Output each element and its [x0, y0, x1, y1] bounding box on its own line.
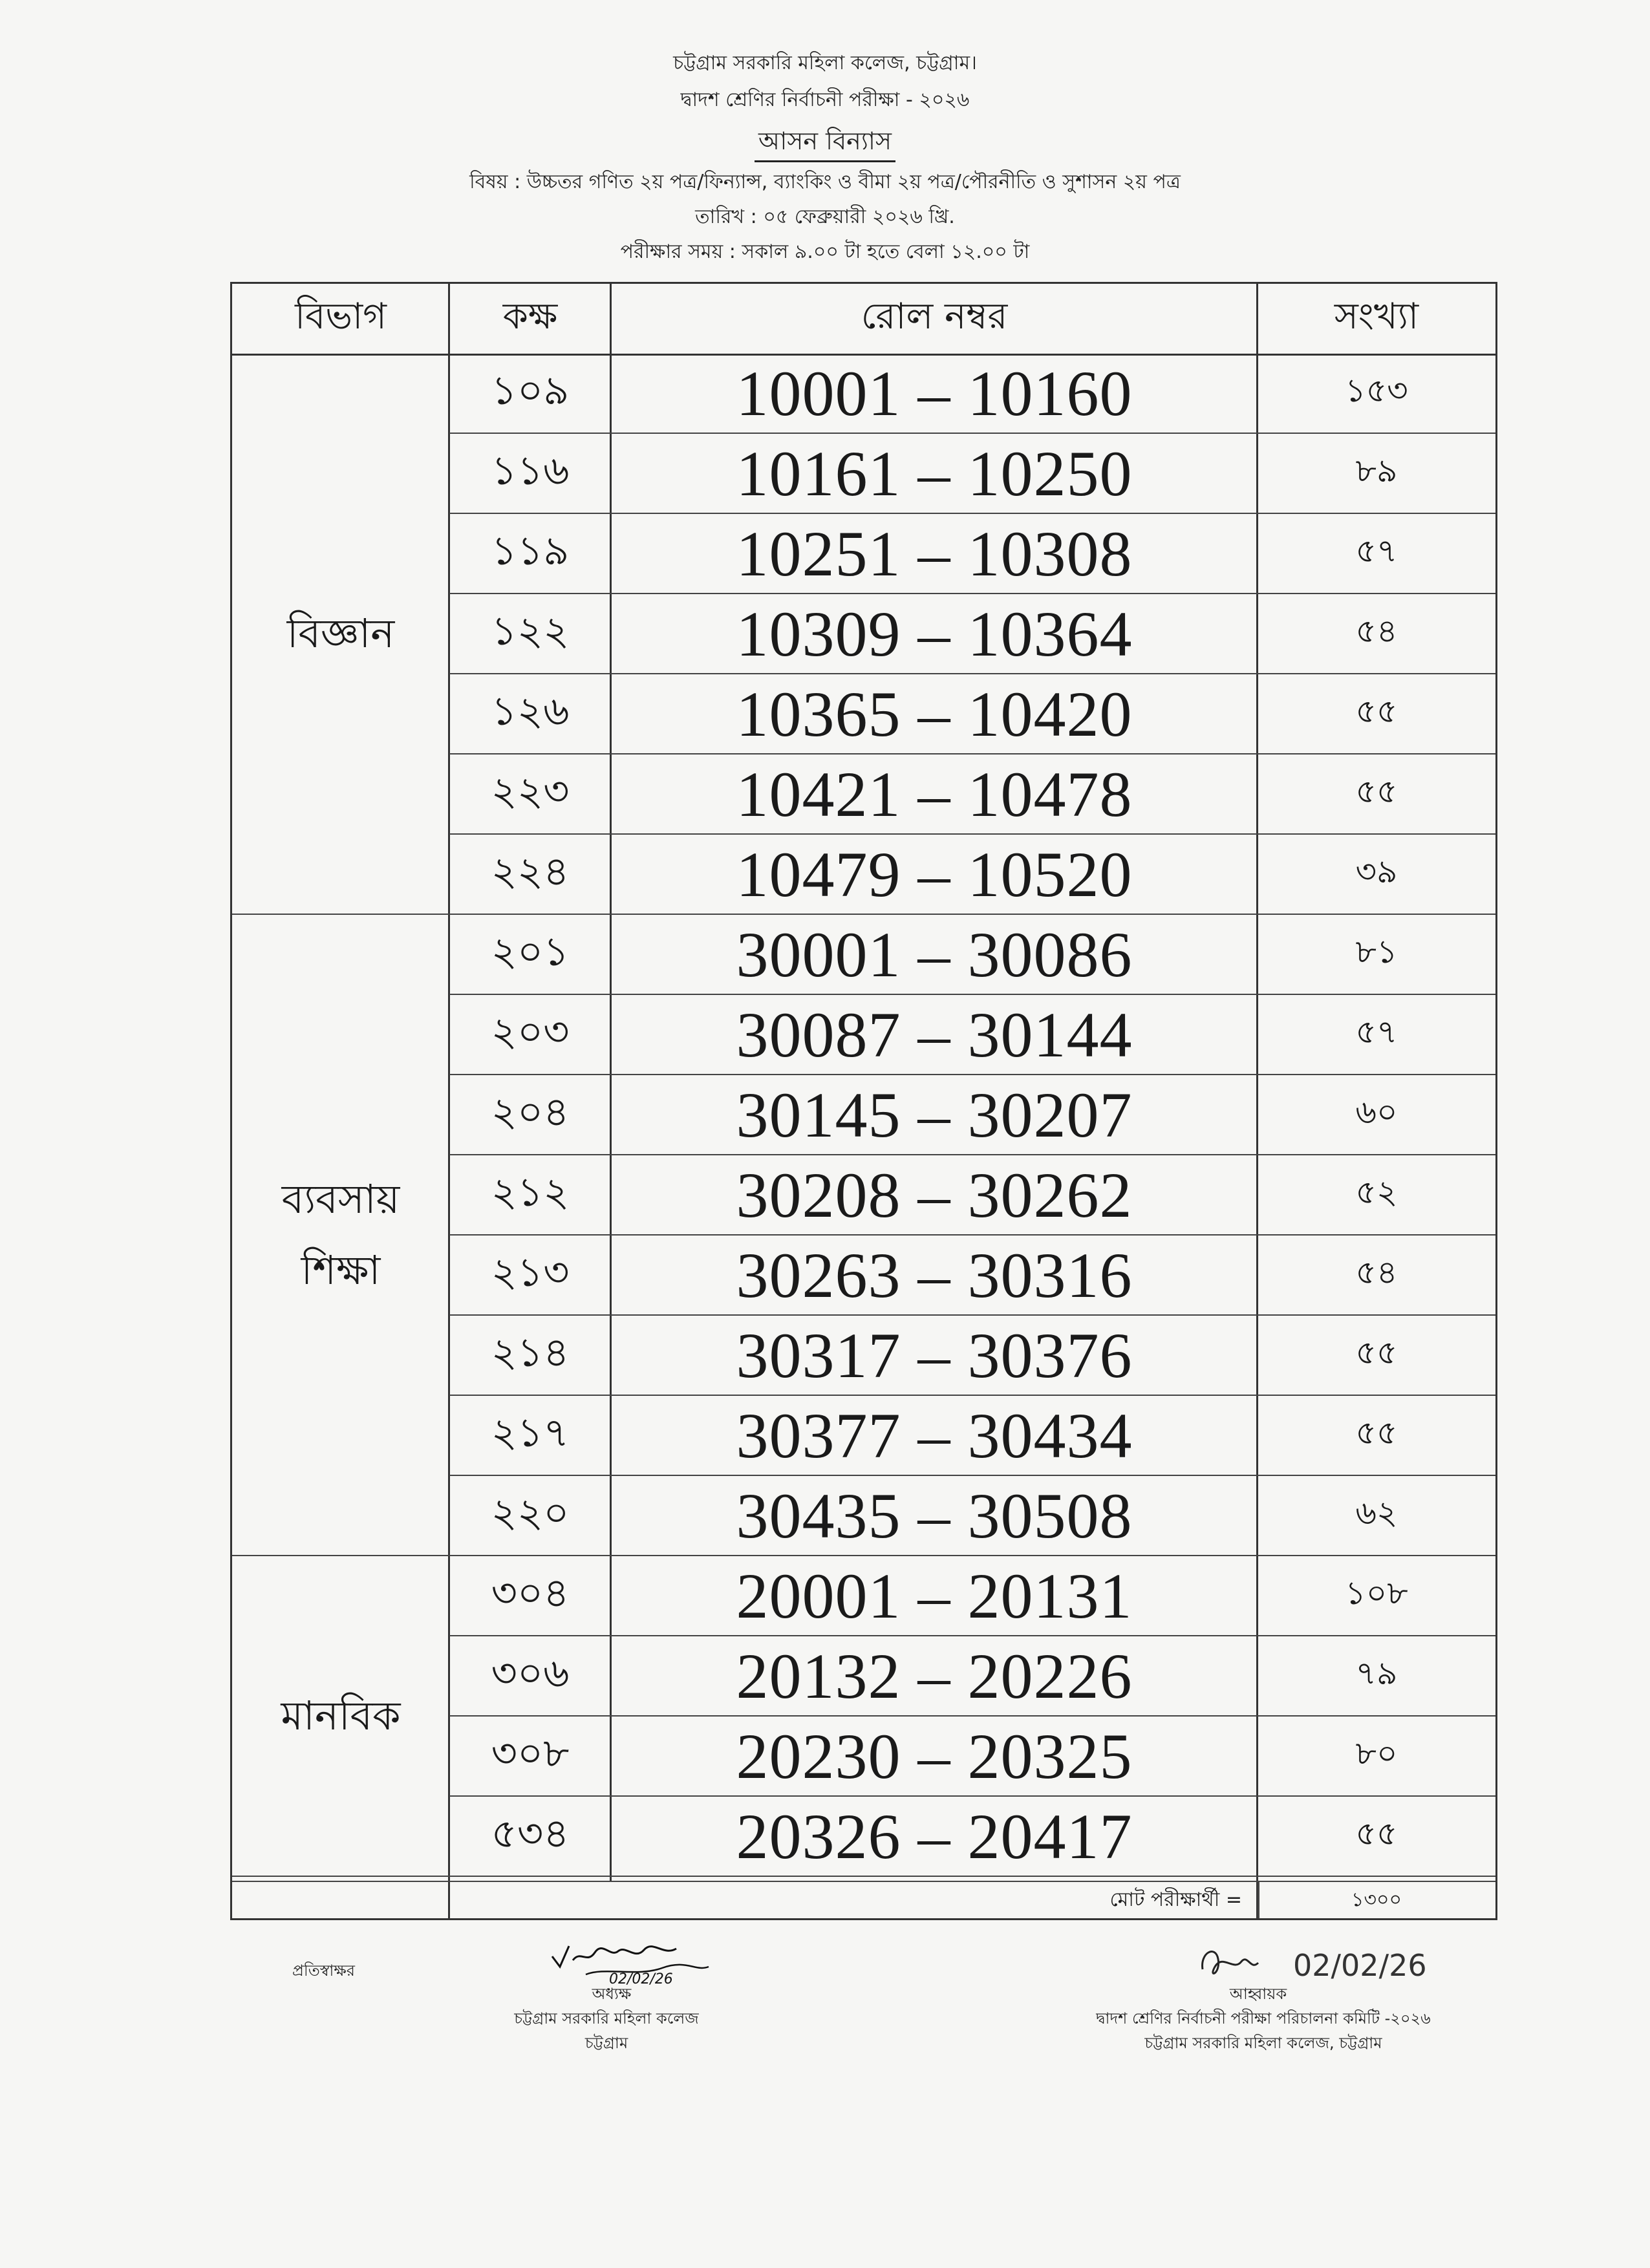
roll-range: 30435 – 30508 [736, 1479, 1133, 1552]
student-count: ৬২ [1355, 1493, 1398, 1532]
room-number: ১২২ [491, 606, 570, 654]
table-row [449, 1396, 1495, 1476]
table-row [449, 434, 1495, 514]
room-number: ২২৪ [491, 847, 570, 895]
room-number: ২০৩ [491, 1007, 570, 1055]
table-row [449, 1236, 1495, 1316]
room-number: ২২৩ [491, 767, 570, 815]
roll-range: 10479 – 10520 [736, 838, 1133, 910]
student-count: ৫৭ [1355, 1012, 1398, 1051]
table-row [449, 835, 1495, 915]
student-count: ৩৯ [1355, 852, 1398, 890]
convener-org: চট্টগ্রাম সরকারি মহিলা কলেজ, চট্টগ্রাম [1144, 2034, 1382, 2052]
room-number: ২০১ [491, 927, 570, 975]
document-header [0, 45, 1650, 270]
roll-range: 10161 – 10250 [736, 437, 1133, 509]
table-row [449, 674, 1495, 754]
student-count: ৭৯ [1355, 1654, 1398, 1692]
student-count: ৮৯ [1355, 451, 1398, 489]
table-row [449, 1797, 1495, 1877]
roll-range: 10309 – 10364 [736, 597, 1133, 670]
convener-role: আহ্বায়ক [1229, 1985, 1287, 2003]
time-line: পরীক্ষার সময় : সকাল ৯.০০ টা হতে বেলা ১২.০০ টা [620, 241, 1030, 263]
roll-range: 20001 – 20131 [736, 1559, 1133, 1632]
roll-range: 10365 – 10420 [736, 678, 1133, 750]
header-room: কক্ষ [502, 295, 558, 337]
student-count: ৫৪ [1355, 612, 1398, 650]
department-cell: ব্যবসায় শিক্ষা [232, 915, 449, 1556]
student-count: ৮০ [1355, 1734, 1398, 1772]
room-number: ৩০৬ [491, 1649, 570, 1696]
student-count: ৫৫ [1355, 772, 1398, 810]
table-row [449, 995, 1495, 1075]
room-number: ২১৩ [491, 1248, 570, 1296]
table-row [449, 1556, 1495, 1636]
roll-range: 10251 – 10308 [736, 517, 1133, 590]
roll-range: 20326 – 20417 [736, 1800, 1133, 1872]
room-number: ৩০৮ [491, 1729, 570, 1777]
room-number: ২০৪ [491, 1087, 570, 1135]
subject-line: বিষয় : উচ্চতর গণিত ২য় পত্র/ফিন্যান্স, ব্যাংকিং ও বীমা ২য় পত্র/পৌরনীতি ও সুশাসন ২য় পত্র [469, 171, 1181, 193]
roll-range: 30208 – 30262 [736, 1159, 1133, 1231]
student-count: ৫৪ [1355, 1253, 1398, 1291]
roll-range: 30001 – 30086 [736, 918, 1133, 990]
total-value: ১৩০০ [1351, 1888, 1402, 1911]
convener-committee: দ্বাদশ শ্রেণির নির্বাচনী পরীক্ষা পরিচালনা কমিটি -২০২৬ [1096, 2009, 1431, 2027]
roll-range: 30317 – 30376 [736, 1319, 1133, 1391]
table-row [449, 1155, 1495, 1236]
roll-range: 10421 – 10478 [736, 758, 1133, 830]
convener-signature-date: 02/02/26 [1293, 1948, 1427, 1983]
table-header-row [232, 284, 1495, 356]
student-count: ৫৫ [1355, 1413, 1398, 1451]
roll-range: 30145 – 30207 [736, 1078, 1133, 1151]
header-roll: রোল নম্বর [861, 295, 1008, 337]
roll-range: 30377 – 30434 [736, 1399, 1133, 1471]
student-count: ৬০ [1355, 1093, 1398, 1131]
student-count: ৮১ [1355, 932, 1398, 970]
room-number: ২১৪ [491, 1328, 570, 1376]
table-row [449, 1636, 1495, 1717]
table-row [449, 514, 1495, 594]
date-line: তারিখ : ০৫ ফেব্রুয়ারী ২০২৬ খ্রি. [695, 206, 955, 228]
table-row [449, 594, 1495, 674]
principal-city: চট্টগ্রাম [584, 2034, 628, 2052]
roll-range: 10001 – 10160 [736, 357, 1133, 429]
student-count: ৫৫ [1355, 1814, 1398, 1852]
table-row [449, 1316, 1495, 1396]
table-row [449, 1075, 1495, 1155]
room-number: ১০৯ [491, 366, 570, 414]
table-row [449, 915, 1495, 995]
room-number: ২১২ [491, 1168, 570, 1215]
roll-range: 30087 – 30144 [736, 998, 1133, 1071]
student-count: ১০৮ [1345, 1574, 1408, 1612]
roll-range: 20230 – 20325 [736, 1720, 1133, 1792]
table-row [449, 1717, 1495, 1797]
student-count: ৫২ [1355, 1173, 1398, 1211]
table-row [449, 354, 1495, 434]
room-number: ২২০ [491, 1488, 570, 1536]
student-count: ৫৭ [1355, 531, 1398, 570]
document-title: আসন বিন্যাস [755, 122, 895, 162]
header-count: সংখ্যা [1334, 295, 1419, 337]
countersign-label: প্রতিস্বাক্ষর [292, 1962, 355, 1980]
department-cell: মানবিক [232, 1556, 449, 1877]
college-name: চট্টগ্রাম সরকারি মহিলা কলেজ, চট্টগ্রাম। [673, 52, 977, 74]
total-label: মোট পরীক্ষার্থী = [1109, 1888, 1242, 1911]
room-number: ৫৩৪ [491, 1809, 570, 1857]
roll-range: 30263 – 30316 [736, 1239, 1133, 1311]
room-number: ১১৯ [491, 526, 570, 574]
principal-org: চট্টগ্রাম সরকারি মহিলা কলেজ [514, 2009, 699, 2027]
exam-title: দ্বাদশ শ্রেণির নির্বাচনী পরীক্ষা - ২০২৬ [680, 89, 970, 111]
room-number: ১২৬ [491, 687, 570, 734]
room-number: ১১৬ [491, 446, 570, 494]
seating-table [230, 282, 1497, 1920]
table-row [449, 1476, 1495, 1556]
header-dept: বিভাগ [295, 295, 387, 337]
table-row [449, 754, 1495, 835]
roll-range: 20132 – 20226 [736, 1640, 1133, 1712]
room-number: ২১৭ [491, 1408, 570, 1456]
student-count: ৫৫ [1355, 1333, 1398, 1371]
room-number: ৩০৪ [491, 1568, 570, 1616]
principal-signature-date: 02/02/26 [609, 1971, 673, 1987]
student-count: ১৫৩ [1345, 371, 1408, 409]
total-row [232, 1881, 1495, 1918]
student-count: ৫৫ [1355, 692, 1398, 730]
principal-role: অধ্যক্ষ [592, 1985, 632, 2003]
department-cell: বিজ্ঞান [232, 354, 449, 915]
